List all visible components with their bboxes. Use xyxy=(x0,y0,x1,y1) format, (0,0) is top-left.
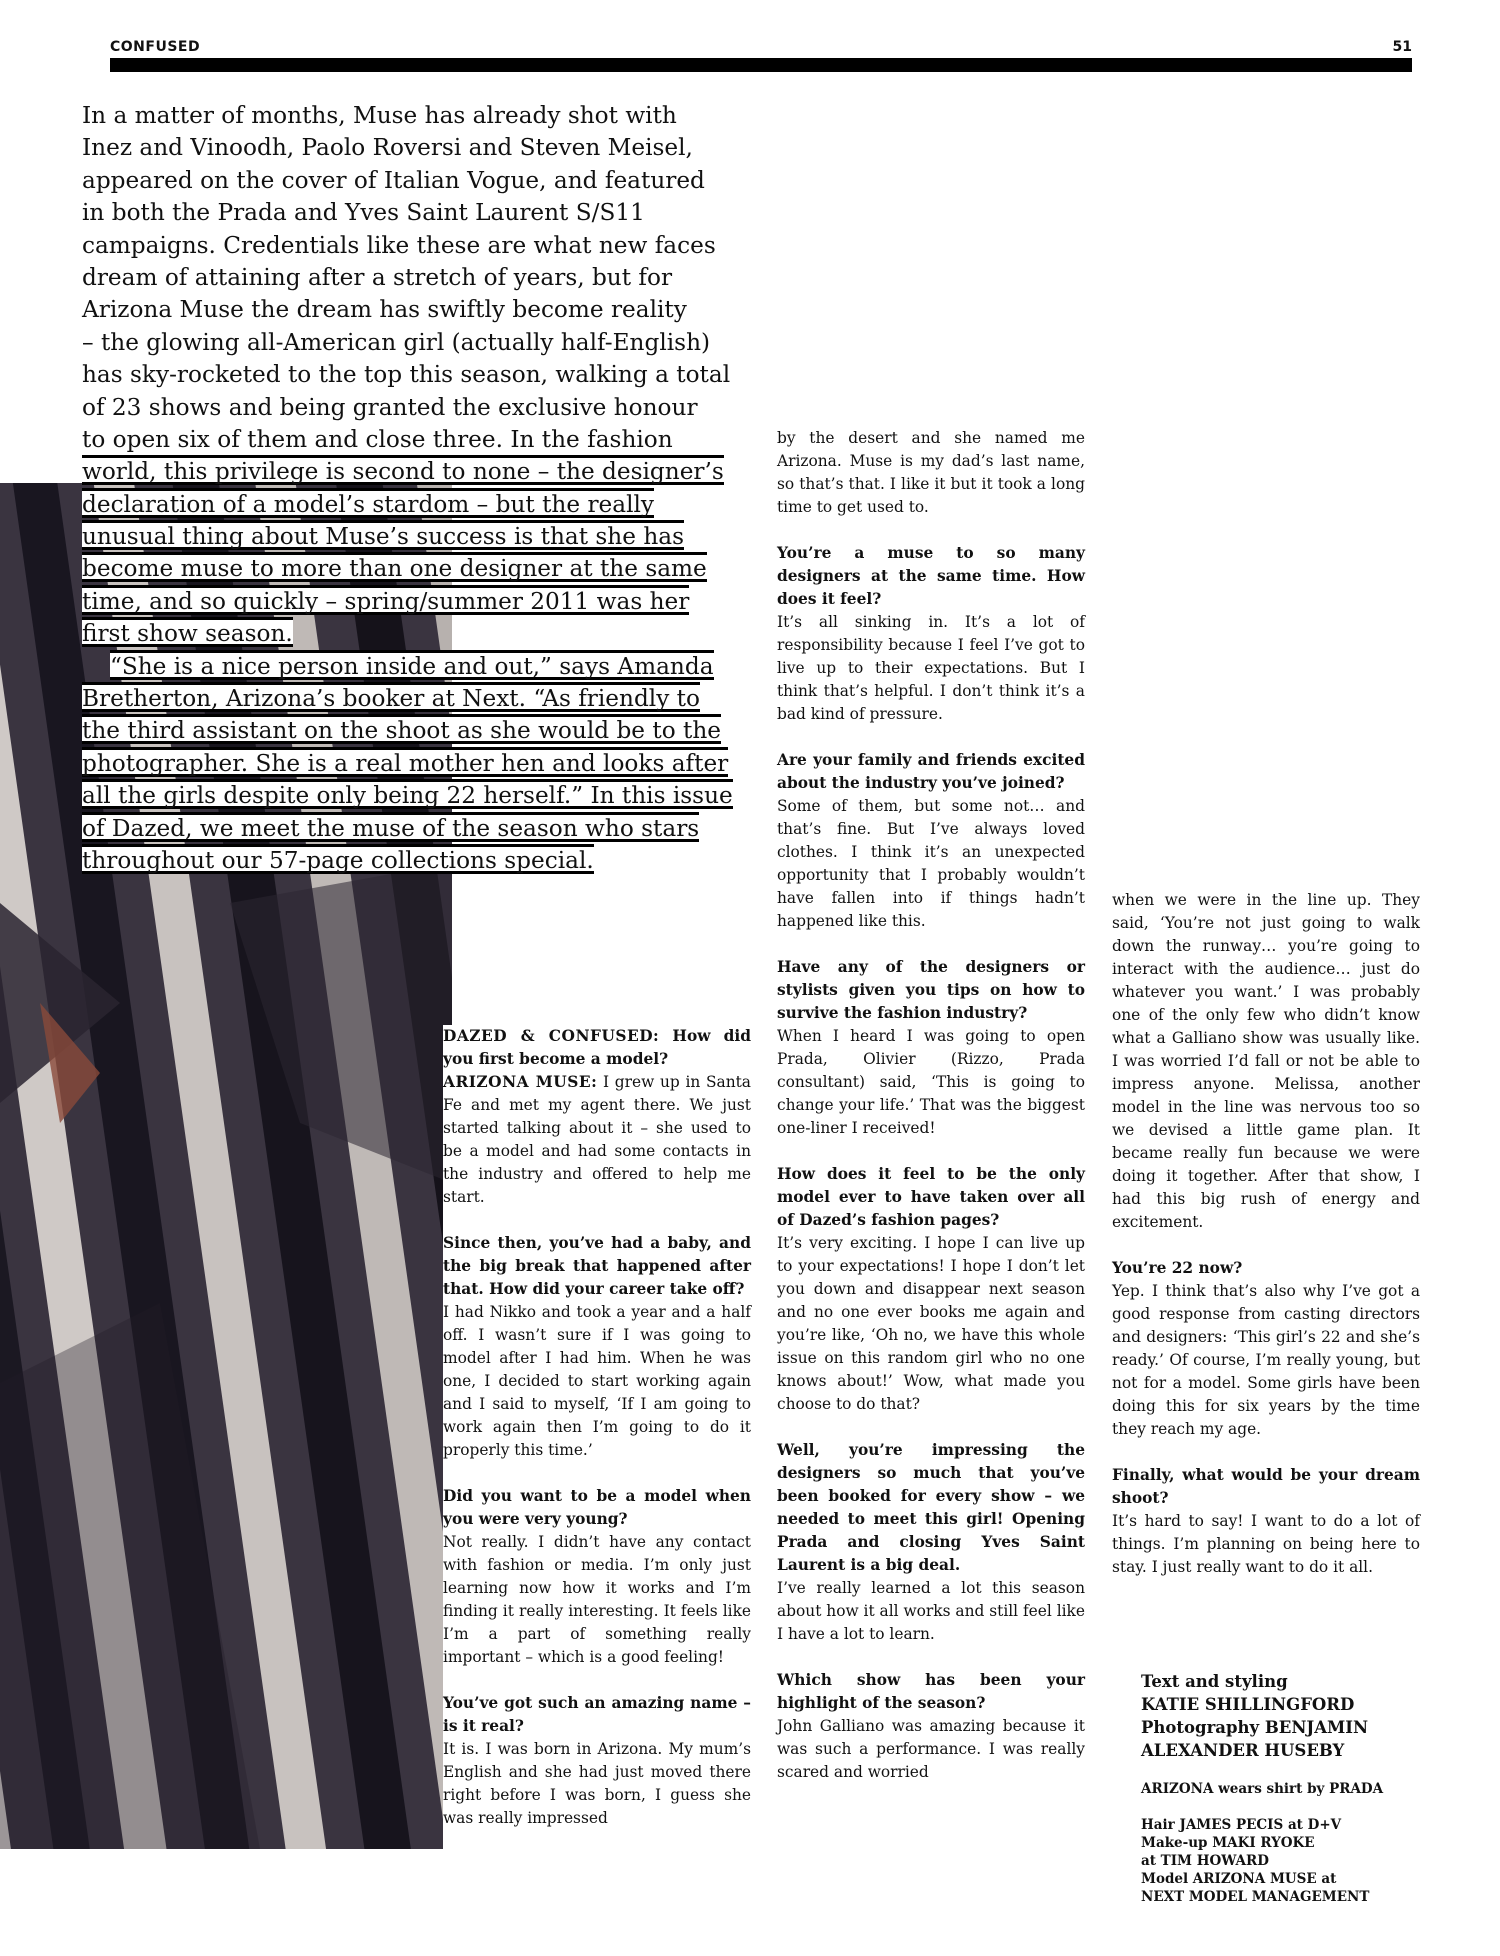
intro-line-text: declaration of a model’s stardom – but the really xyxy=(82,490,654,518)
answer: When I heard I was going to open Prada, Olivier (Rizzo, Prada consultant) said, ‘This is going to change your life.’ That was the biggest one-liner I received! xyxy=(777,1027,1085,1137)
question: You’ve got such an amazing name – is it real? xyxy=(443,1694,751,1735)
intro-line-text: of Dazed, we meet the muse of the season who stars xyxy=(82,814,700,842)
credit-line: ALEXANDER HUSEBY xyxy=(1141,1741,1345,1760)
answer: It’s all sinking in. It’s a lot of responsibility because I feel I’ve got to live up to their expectations. But I think that’s helpful. I don’t think it’s a bad kind of pressure. xyxy=(777,613,1085,723)
intro-line-text: throughout our 57-page collections special. xyxy=(82,846,594,874)
qa-block xyxy=(777,956,1085,1140)
qa-block xyxy=(777,1439,1085,1646)
credit-model: NEXT MODEL MANAGEMENT xyxy=(1141,1889,1370,1905)
question: Well, you’re impressing the designers so much that you’ve been booked for every show – we needed to meet this girl! Opening Prada and closing Yves Saint Laurent is a big deal. xyxy=(777,1441,1085,1574)
credit-line: KATIE SHILLINGFORD xyxy=(1141,1695,1355,1714)
question: Have any of the designers or stylists given you tips on how to survive the fashion industry? xyxy=(777,958,1085,1022)
qa-block xyxy=(443,1025,751,1209)
intro-line-text: first show season. xyxy=(82,620,293,648)
answer: I had Nikko and took a year and a half off. I wasn’t sure if I was going to model after I had him. When he was one, I decided to start working again and I said to myself, ‘If I am going to work again then I’m going to do it properly this time.’ xyxy=(443,1303,751,1459)
intro-line-text: become muse to more than one designer at the same xyxy=(82,555,707,583)
interview-column-2 xyxy=(777,427,1085,1807)
intro-line xyxy=(82,553,750,585)
credit-wears: ARIZONA wears shirt by PRADA xyxy=(1141,1781,1384,1797)
intro-line: Inez and Vinoodh, Paolo Roversi and Steven Meisel, xyxy=(82,134,693,162)
credit-line: Photography BENJAMIN xyxy=(1141,1718,1369,1737)
intro-line xyxy=(82,813,750,845)
intro-line-text: photographer. She is a real mother hen and looks after xyxy=(82,749,729,777)
intro-line-text: the third assistant on the shoot as she would be to the xyxy=(82,717,722,745)
qa-block xyxy=(777,1669,1085,1784)
answer: It’s hard to say! I want to do a lot of things. I’m planning on being here to stay. I just really want to do it all. xyxy=(1112,1512,1420,1576)
intro-line xyxy=(82,489,750,521)
answer: John Galliano was amazing because it was such a performance. I was really scared and worried xyxy=(777,1717,1085,1781)
speaker-dazed: DAZED & CONFUSED: xyxy=(443,1027,660,1045)
intro-line xyxy=(82,651,750,683)
question-text: How did you first become a model? xyxy=(443,1027,751,1068)
intro-line-text: all the girls despite only being 22 herself.” In this issue xyxy=(82,782,733,810)
credit-makeup: at TIM HOWARD xyxy=(1141,1853,1269,1869)
qa-block xyxy=(1112,889,1420,1234)
intro-line: Arizona Muse the dream has swiftly become reality xyxy=(82,296,687,324)
qa-block xyxy=(443,1692,751,1830)
intro-line xyxy=(82,586,750,618)
question xyxy=(443,1025,751,1071)
credit-makeup: Make-up MAKI RYOKE xyxy=(1141,1835,1315,1851)
intro-line: – the glowing all-American girl (actually half-English) xyxy=(82,328,711,356)
qa-block xyxy=(443,1232,751,1462)
intro-line: to open six of them and close three. In the fashion xyxy=(82,425,673,453)
intro-line xyxy=(82,845,750,877)
question: You’re 22 now? xyxy=(1112,1259,1243,1277)
answer: Yep. I think that’s also why I’ve got a good response from casting directors and designers: ‘This girl’s 22 and she’s ready.’ Of course, I’m really young, but not for a model. Some girls have been doing this for six years by the time they reach my age. xyxy=(1112,1282,1420,1438)
qa-block xyxy=(777,749,1085,933)
intro-line: campaigns. Credentials like these are what new faces xyxy=(82,231,716,259)
intro-line xyxy=(82,748,750,780)
credits-block xyxy=(1141,1670,1421,1906)
intro-line: of 23 shows and being granted the exclusive honour xyxy=(82,393,698,421)
intro-line xyxy=(82,618,750,650)
intro-line: In a matter of months, Muse has already shot with xyxy=(82,102,677,129)
answer: I’ve really learned a lot this season about how it all works and still feel like I have a lot to learn. xyxy=(777,1579,1085,1643)
question: Since then, you’ve had a baby, and the big break that happened after that. How did your career take off? xyxy=(443,1234,751,1298)
answer: Not really. I didn’t have any contact with fashion or media. I’m only just learning now how it works and I’m finding it really interesting. It feels like I’m a part of something really important – which is a good feeling! xyxy=(443,1533,751,1666)
intro-line-text: unusual thing about Muse’s success is that she has xyxy=(82,523,684,551)
qa-block xyxy=(777,542,1085,726)
question: Did you want to be a model when you were very young? xyxy=(443,1487,751,1528)
intro-line-text: time, and so quickly – spring/summer 2011 was her xyxy=(82,587,690,615)
qa-block xyxy=(1112,1257,1420,1441)
answer: Some of them, but some not… and that’s fine. But I’ve always loved clothes. I think it’s an unexpected opportunity that I probably wouldn’t have fallen into if things hadn’t happened like this. xyxy=(777,797,1085,930)
qa-block xyxy=(777,427,1085,519)
answer: when we were in the line up. They said, ‘You’re not just going to walk down the runway… you’re going to interact with the audience… just do whatever you want.’ I was probably one of the only few who didn’t know what a Galliano show was usually like. I was worried I’d fall or not be able to impress anyone. Melissa, another model in the line was nervous too so we devised a little game plan. It became really fun because we were doing it together. After that show, I had this big rush of energy and excitement. xyxy=(1112,891,1420,1231)
intro-line xyxy=(82,715,750,747)
question: Finally, what would be your dream shoot? xyxy=(1112,1466,1420,1507)
answer: It’s very exciting. I hope I can live up to your expectations! I hope I don’t let you down and disappear next season and no one ever books me again and you’re like, ‘Oh no, we have this whole issue on this random girl who no one knows about!’ Wow, what made you choose to do that? xyxy=(777,1234,1085,1413)
answer: It is. I was born in Arizona. My mum’s English and she had just moved there right before I was born, I guess she was really impressed xyxy=(443,1740,751,1827)
credit-line: Text and styling xyxy=(1141,1672,1288,1691)
interview-column-1 xyxy=(443,1025,751,1853)
intro-line: dream of attaining after a stretch of years, but for xyxy=(82,263,673,291)
intro-line xyxy=(82,780,750,812)
answer: I grew up in Santa Fe and met my agent there. We just started talking about it – she used to be a model and had some contacts in the industry and offered to help me start. xyxy=(443,1073,751,1206)
speaker-arizona: ARIZONA MUSE: xyxy=(443,1073,598,1091)
question: How does it feel to be the only model ever to have taken over all of Dazed’s fashion pages? xyxy=(777,1165,1085,1229)
intro-line: has sky-rocketed to the top this season, walking a total xyxy=(82,361,731,389)
intro-line xyxy=(82,521,750,553)
intro-line-text: “She is a nice person inside and out,” says Amanda xyxy=(110,652,714,680)
intro-line-text: world, this privilege is second to none – the designer’s xyxy=(82,458,724,486)
intro-line xyxy=(82,456,750,488)
interview-column-3 xyxy=(1112,889,1420,1602)
intro-line-text: Bretherton, Arizona’s booker at Next. “As friendly to xyxy=(82,685,700,713)
intro-line: appeared on the cover of Italian Vogue, and featured xyxy=(82,166,705,194)
question: Are your family and friends excited about the industry you’ve joined? xyxy=(777,751,1085,792)
question: Which show has been your highlight of the season? xyxy=(777,1671,1085,1712)
intro-paragraph xyxy=(82,100,750,877)
credit-hair: Hair JAMES PECIS at D+V xyxy=(1141,1817,1342,1833)
qa-block xyxy=(777,1163,1085,1416)
page-number: 51 xyxy=(1392,39,1412,55)
qa-block xyxy=(443,1485,751,1669)
header-rule xyxy=(110,58,1412,72)
section-label: CONFUSED xyxy=(110,39,201,55)
qa-block xyxy=(1112,1464,1420,1579)
question: You’re a muse to so many designers at the same time. How does it feel? xyxy=(777,544,1085,608)
intro-line xyxy=(82,683,750,715)
intro-line: in both the Prada and Yves Saint Laurent S/S11 xyxy=(82,199,645,227)
answer: by the desert and she named me Arizona. Muse is my dad’s last name, so that’s that. I like it but it took a long time to get used to. xyxy=(777,429,1085,516)
credit-model: Model ARIZONA MUSE at xyxy=(1141,1871,1337,1887)
